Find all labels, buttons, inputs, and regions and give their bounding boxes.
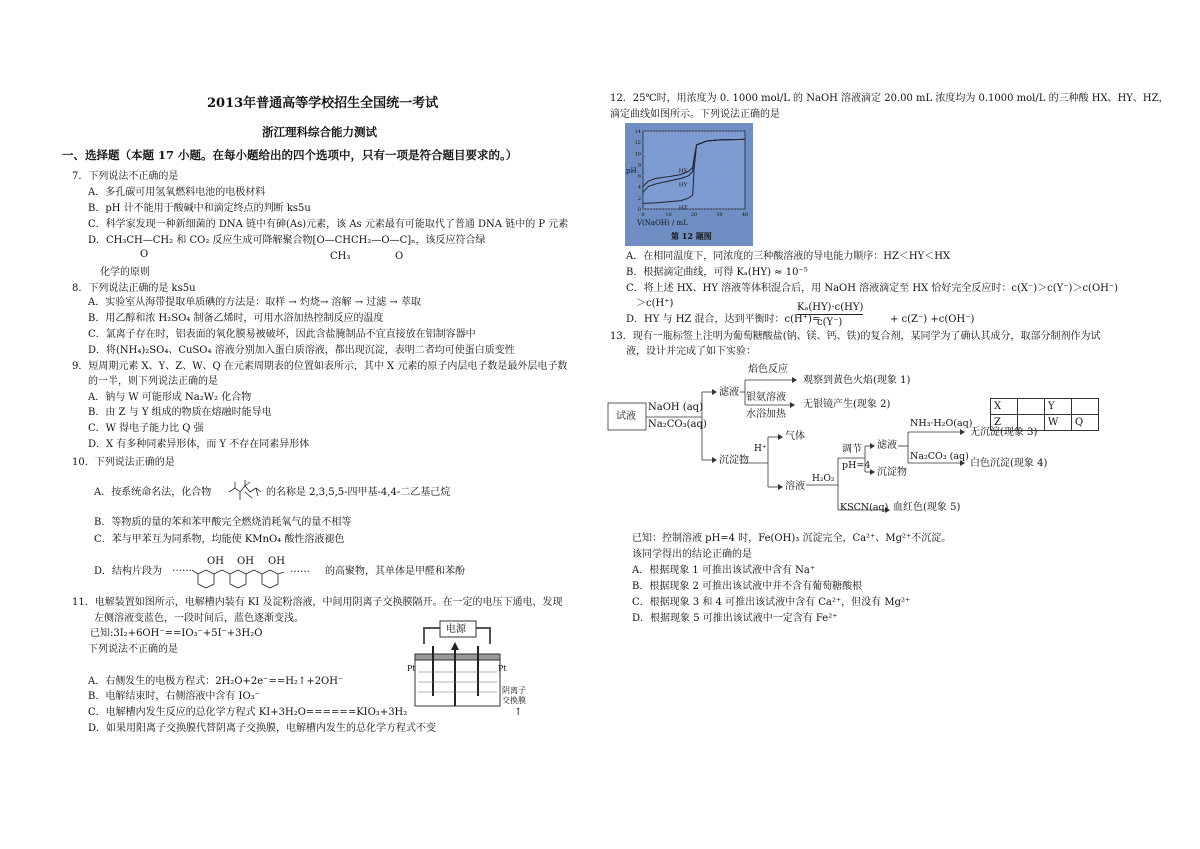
oh-label-1: OH <box>207 556 224 567</box>
flow-sodium-carbonate: Na₂CO₃ (aq) <box>910 451 969 462</box>
flow-precipitate: 沉淀物 <box>719 455 749 466</box>
q13-ask: 该同学得出的结论正确的是 <box>632 549 752 560</box>
table-cell <box>1017 398 1045 415</box>
power-supply-label: 电源 <box>446 624 466 635</box>
y-tick-label: 6 <box>637 173 641 180</box>
q11-option-b: B．电解结束时，右侧溶液中含有 IO₃⁻ <box>88 691 260 702</box>
series-label: HZ <box>678 205 688 212</box>
flow-reagent-na2co3: Na₂CO₃(aq) <box>648 419 707 430</box>
phenol-resin-structure-icon <box>192 564 292 594</box>
q7-option-d: D．CH₃CH—CH₂ 和 CO₂ 反应生成可降解聚合物[O—CHCH₂—O—C]ₙ，该反应符合绿 <box>88 235 486 246</box>
q7-option-c: C．科学家发现一种新细菌的 DNA 链中有砷(As)元素，该 As 元素最有可能取代了普通 DNA 链中的 P 元素 <box>88 219 569 230</box>
q9-stem-cont: 的一半，则下列说法正确的是 <box>88 376 218 387</box>
q13-stem-cont: 液，设计并完成了如下实验： <box>626 346 756 357</box>
q8-option-c: C．氯离子存在时，铝表面的氧化膜易被破坏，因此含盐腌制品不宜直接放在铝制容器中 <box>88 329 476 340</box>
y-tick-label: 14 <box>634 129 641 135</box>
q8-option-a: A．实验室从海带提取单质碘的方法是：取样 → 灼烧→ 溶解 → 过滤 → 萃取 <box>88 297 421 308</box>
q11-option-a: A．右侧发生的电极方程式：2H₂O+2e⁻==H₂↑+2OH⁻ <box>88 676 344 687</box>
q12-option-b: B．根据滴定曲线，可得 Kₐ(HY) ≈ 10⁻⁵ <box>626 267 808 278</box>
q10-stem: 10．下列说法正确的是 <box>72 457 175 468</box>
flow-solution: 溶液 <box>785 481 805 492</box>
q12-option-d-tail: + c(Z⁻) +c(OH⁻) <box>890 314 975 325</box>
oh-label-2: OH <box>237 556 254 567</box>
q10-option-d: D．结构片段为 <box>94 566 163 577</box>
q11-option-c: C．电解槽内发生反应的总化学方程式 KI+3H₂O======KIO₃+3H₂ <box>88 707 408 718</box>
table-cell: Y <box>1044 398 1072 415</box>
flow-kscn: KSCN(aq) <box>840 502 889 513</box>
q11-stem: 11．电解装置如图所示，电解槽内装有 KI 及淀粉溶液，中间用阴离子交换膜隔开。在一定的电压下通电，发现 <box>72 597 563 608</box>
membrane-label: 阴离子 <box>502 686 526 695</box>
flow-ph4: pH=4 <box>842 460 871 471</box>
dots-left: …… <box>172 563 192 574</box>
q12-option-d: D．HY 与 HZ 混合，达到平衡时：c(H⁺)= <box>626 314 821 325</box>
q10-option-c: C．苯与甲苯互为同系物，均能使 KMnO₄ 酸性溶液褪色 <box>94 534 345 545</box>
y-tick-label: 10 <box>634 151 641 158</box>
titration-chart <box>625 123 753 246</box>
x-tick-label: 40 <box>741 212 749 218</box>
flow-h-plus: H⁺ <box>754 444 767 454</box>
q8-option-b: B．用乙醇和浓 H₂SO₄ 制备乙烯时，可用水浴加热控制反应的温度 <box>88 313 384 324</box>
q10-option-b: B．等物质的量的苯和苯甲酸完全燃烧消耗氧气的量不相等 <box>94 517 352 528</box>
q7-ch3: CH₃ <box>330 251 351 262</box>
q10-option-a-cont: 的名称是 2,3,5,5-四甲基-4,4-二乙基己烷 <box>266 487 451 498</box>
q7-option-a: A．多孔碳可用氢氧燃料电池的电极材料 <box>88 187 266 198</box>
x-tick-label: 20 <box>690 212 698 218</box>
y-tick-label: 4 <box>637 184 641 191</box>
q9-stem: 9．短周期元素 X、Y、Z、W、Q 在元素周期表的位置如表所示，其中 X 元素的原子内层电子数是最外层电子数 <box>72 361 568 372</box>
series-label: HY <box>678 182 688 189</box>
table-cell <box>1071 398 1099 415</box>
q12-option-a: A．在相同温度下，同浓度的三种酸溶液的导电能力顺序：HZ＜HY＜HX <box>626 251 951 262</box>
section-heading: 一、选择题（本题 17 小题。在每小题给出的四个选项中，只有一项是符合题目要求的。） <box>62 148 518 162</box>
q11-ask: 下列说法不正确的是 <box>88 644 178 655</box>
q9-option-a: A．钠与 W 可能形成 Na₂W₂ 化合物 <box>88 392 252 403</box>
flow-observation-2: 无银镜产生(现象 2) <box>803 399 891 410</box>
oh-label-3: OH <box>268 556 285 567</box>
q12-option-c: C．将上述 HX、HY 溶液等体积混合后，用 NaOH 溶液滴定至 HX 恰好完全反应时：c(X⁻)＞c(Y⁻)＞c(OH⁻) <box>626 283 1119 294</box>
y-tick-label: 12 <box>634 140 641 147</box>
flow-gas: 气体 <box>785 431 805 442</box>
flow-observation-1: 观察到黄色火焰(现象 1) <box>803 375 911 386</box>
series-label: HX <box>678 168 688 175</box>
table-cell: X <box>990 398 1018 415</box>
q11-stem-cont: 左侧溶液变蓝色，一段时间后，蓝色逐渐变浅。 <box>94 613 304 624</box>
skeletal-formula-icon <box>228 478 262 508</box>
q12-fraction-denominator: c(Y⁻) <box>817 317 843 328</box>
pt-right-label: Pt <box>498 664 507 673</box>
q7-option-b: B．pH 计不能用于酸碱中和滴定终点的判断 ks5u <box>88 203 311 214</box>
q13-option-d: D．根据现象 5 可推出该试液中一定含有 Fe²⁺ <box>632 613 838 624</box>
q13-stem: 13．现有一瓶标签上注明为葡萄糖酸盐(钠、镁、钙、铁)的复合剂，某同学为了确认其成分，取部分制剂作为试 <box>610 331 1101 342</box>
q13-option-a: A．根据现象 1 可推出该试液中含有 Na⁺ <box>632 565 816 576</box>
q13-option-c: C．根据现象 3 和 4 可推出该试液中含有 Ca²⁺，但没有 Mg²⁺ <box>632 597 911 608</box>
table-cell: Q <box>1071 414 1099 431</box>
flow-precipitate-2: 沉淀物 <box>877 467 907 478</box>
q7-epoxide-o: O <box>140 249 149 260</box>
q11-known: 已知:3I₂+6OH⁻==IO₃⁻+5I⁻+3H₂O <box>90 628 263 639</box>
q13-option-b: B．根据现象 2 可推出该试液中并不含有葡萄糖酸根 <box>632 581 863 592</box>
q13-known: 已知：控制溶液 pH=4 时，Fe(OH)₃ 沉淀完全，Ca²⁺、Mg²⁺不沉淀。 <box>632 533 952 544</box>
q11-option-d: D．如果用阳离子交换膜代替阴离子交换膜，电解槽内发生的总化学方程式不变 <box>88 723 437 734</box>
q12-fraction-numerator: Kₐ(HY)·c(HY) <box>797 302 864 313</box>
q9-option-d: D．X 有多种同素异形体，而 Y 不存在同素异形体 <box>88 439 310 450</box>
q7-stem: 7．下列说法不正确的是 <box>72 171 179 182</box>
q11-option-c-arrow: ↑ <box>514 707 523 718</box>
flow-water-bath: 水浴加热 <box>746 409 786 420</box>
exam-subtitle: 浙江理科综合能力测试 <box>262 125 377 139</box>
q7-option-d-cont: 化学的原则 <box>100 267 150 278</box>
q7-carbonyl-o: O <box>395 251 404 262</box>
q9-option-b: B．由 Z 与 Y 组成的物质在熔融时能导电 <box>88 407 272 418</box>
q9-option-c: C．W 得电子能力比 Q 强 <box>88 423 204 434</box>
q8-stem: 8．下列说法正确的是 ks5u <box>72 283 196 294</box>
electrolysis-figure <box>400 620 526 710</box>
chart-title: 第 12 题图 <box>671 231 712 241</box>
membrane-label-2: 交换膜 <box>502 696 526 705</box>
flow-reagent-naoh: NaOH (aq) <box>648 402 703 413</box>
x-tick-label: 0 <box>641 212 645 218</box>
q12-option-c-cont: ＞c(H⁺) <box>636 298 674 309</box>
q8-option-d: D．将(NH₄)₂SO₄、CuSO₄ 溶液分别加入蛋白质溶液，都出现沉淀，表明二者均可使蛋白质变性 <box>88 345 515 356</box>
flow-filtrate-2: 滤液 <box>877 440 897 451</box>
x-tick-label: 10 <box>665 212 672 218</box>
x-tick-label: 30 <box>716 212 723 218</box>
y-tick-label: 8 <box>637 162 641 169</box>
q12-stem-cont: 滴定曲线如图所示。下列说法正确的是 <box>610 109 780 120</box>
q12-stem: 12．25℃时，用浓度为 0. 1000 mol/L 的 NaOH 溶液滴定 20.00 mL 浓度均为 0.1000 mol/L 的三种酸 HX、HY、HZ， <box>610 93 1169 104</box>
chart-ylabel: pH <box>626 167 637 175</box>
flow-ammonia: NH₃·H₂O(aq) <box>910 418 973 429</box>
flow-flame-test: 焰色反应 <box>748 364 788 375</box>
flow-adjust: 调节 <box>842 444 862 455</box>
y-tick-label: 0 <box>637 207 641 213</box>
flow-observation-3: 无沉淀(现象 3) <box>970 427 1038 438</box>
flow-h2o2: H₂O₂ <box>812 474 835 484</box>
table-cell: W <box>1044 414 1072 431</box>
exam-title: 2013年普通高等学校招生全国统一考试 <box>207 96 439 111</box>
flow-silver-ammonia: 银氨溶液 <box>746 392 786 403</box>
flow-filtrate: 滤液 <box>719 387 739 398</box>
y-tick-label: 2 <box>637 195 641 202</box>
flow-observation-5: 血红色(现象 5) <box>893 502 961 513</box>
dots-right: …… <box>290 564 310 575</box>
flow-start-box: 试液 <box>616 411 636 422</box>
table-cell: Z <box>990 414 1018 431</box>
q10-option-d-cont: 的高聚物，其单体是甲醛和苯酚 <box>325 566 465 577</box>
flow-observation-4: 白色沉淀(现象 4) <box>970 458 1048 469</box>
table-cell <box>1017 414 1045 431</box>
chart-xlabel: V(NaOH) / mL <box>637 219 688 227</box>
q10-option-a: A．按系统命名法，化合物 <box>94 487 212 498</box>
pt-left-label: Pt <box>407 664 416 673</box>
